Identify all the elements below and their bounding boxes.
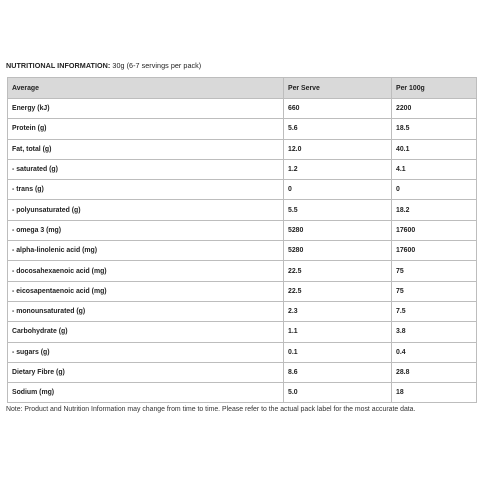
table-row — [8, 261, 477, 281]
header-per-serve: Per Serve — [284, 78, 392, 99]
nutrient-name: - saturated (g) — [8, 159, 284, 179]
per-serve-value: 1.1 — [284, 322, 392, 342]
nutrient-name: - omega 3 (mg) — [8, 220, 284, 240]
per-serve-value: 0.1 — [284, 342, 392, 362]
nutrient-name: Sodium (mg) — [8, 383, 284, 403]
nutrient-name: - docosahexaenoic acid (mg) — [8, 261, 284, 281]
per-serve-value: 660 — [284, 99, 392, 119]
header-per-100g: Per 100g — [392, 78, 477, 99]
nutrient-name: - trans (g) — [8, 180, 284, 200]
per-serve-value: 12.0 — [284, 139, 392, 159]
nutrition-table — [7, 77, 477, 403]
per-100g-value: 17600 — [392, 220, 477, 240]
nutrient-name: - monounsaturated (g) — [8, 301, 284, 321]
heading-serving-info: 30g (6-7 servings per pack) — [110, 61, 202, 70]
nutrient-name: Carbohydrate (g) — [8, 322, 284, 342]
per-serve-value: 5280 — [284, 241, 392, 261]
nutrient-name: Energy (kJ) — [8, 99, 284, 119]
nutrient-name: - alpha-linolenic acid (mg) — [8, 241, 284, 261]
per-100g-value: 18.5 — [392, 119, 477, 139]
disclaimer-note: Note: Product and Nutrition Information may change from time to time. Please refer to the actual pack label for the most accurate data. — [6, 406, 416, 413]
table-row — [8, 220, 477, 240]
table-body — [8, 99, 477, 403]
table-row — [8, 281, 477, 301]
table-row — [8, 322, 477, 342]
heading-label: NUTRITIONAL INFORMATION: — [6, 61, 111, 70]
table-row — [8, 180, 477, 200]
table-header — [8, 78, 477, 99]
table-row — [8, 99, 477, 119]
table-row — [8, 342, 477, 362]
table-row — [8, 159, 477, 179]
nutrient-name: - polyunsaturated (g) — [8, 200, 284, 220]
table-row — [8, 241, 477, 261]
table-row — [8, 362, 477, 382]
nutrition-heading — [6, 61, 201, 70]
per-100g-value: 40.1 — [392, 139, 477, 159]
per-serve-value: 22.5 — [284, 261, 392, 281]
per-serve-value: 8.6 — [284, 362, 392, 382]
header-row — [8, 78, 477, 99]
per-100g-value: 28.8 — [392, 362, 477, 382]
per-serve-value: 5.5 — [284, 200, 392, 220]
table-row — [8, 139, 477, 159]
per-serve-value: 2.3 — [284, 301, 392, 321]
per-100g-value: 7.5 — [392, 301, 477, 321]
per-serve-value: 1.2 — [284, 159, 392, 179]
per-100g-value: 17600 — [392, 241, 477, 261]
per-serve-value: 5280 — [284, 220, 392, 240]
nutrient-name: Dietary Fibre (g) — [8, 362, 284, 382]
nutrient-name: - sugars (g) — [8, 342, 284, 362]
per-100g-value: 75 — [392, 281, 477, 301]
per-100g-value: 0.4 — [392, 342, 477, 362]
per-serve-value: 5.6 — [284, 119, 392, 139]
table-row — [8, 301, 477, 321]
nutrient-name: - eicosapentaenoic acid (mg) — [8, 281, 284, 301]
per-100g-value: 4.1 — [392, 159, 477, 179]
per-100g-value: 75 — [392, 261, 477, 281]
table-row — [8, 200, 477, 220]
per-100g-value: 18 — [392, 383, 477, 403]
header-average: Average — [8, 78, 284, 99]
per-100g-value: 0 — [392, 180, 477, 200]
nutrient-name: Protein (g) — [8, 119, 284, 139]
table-row — [8, 383, 477, 403]
per-serve-value: 5.0 — [284, 383, 392, 403]
per-100g-value: 3.8 — [392, 322, 477, 342]
per-100g-value: 2200 — [392, 99, 477, 119]
table-row — [8, 119, 477, 139]
per-serve-value: 22.5 — [284, 281, 392, 301]
nutrient-name: Fat, total (g) — [8, 139, 284, 159]
per-100g-value: 18.2 — [392, 200, 477, 220]
per-serve-value: 0 — [284, 180, 392, 200]
